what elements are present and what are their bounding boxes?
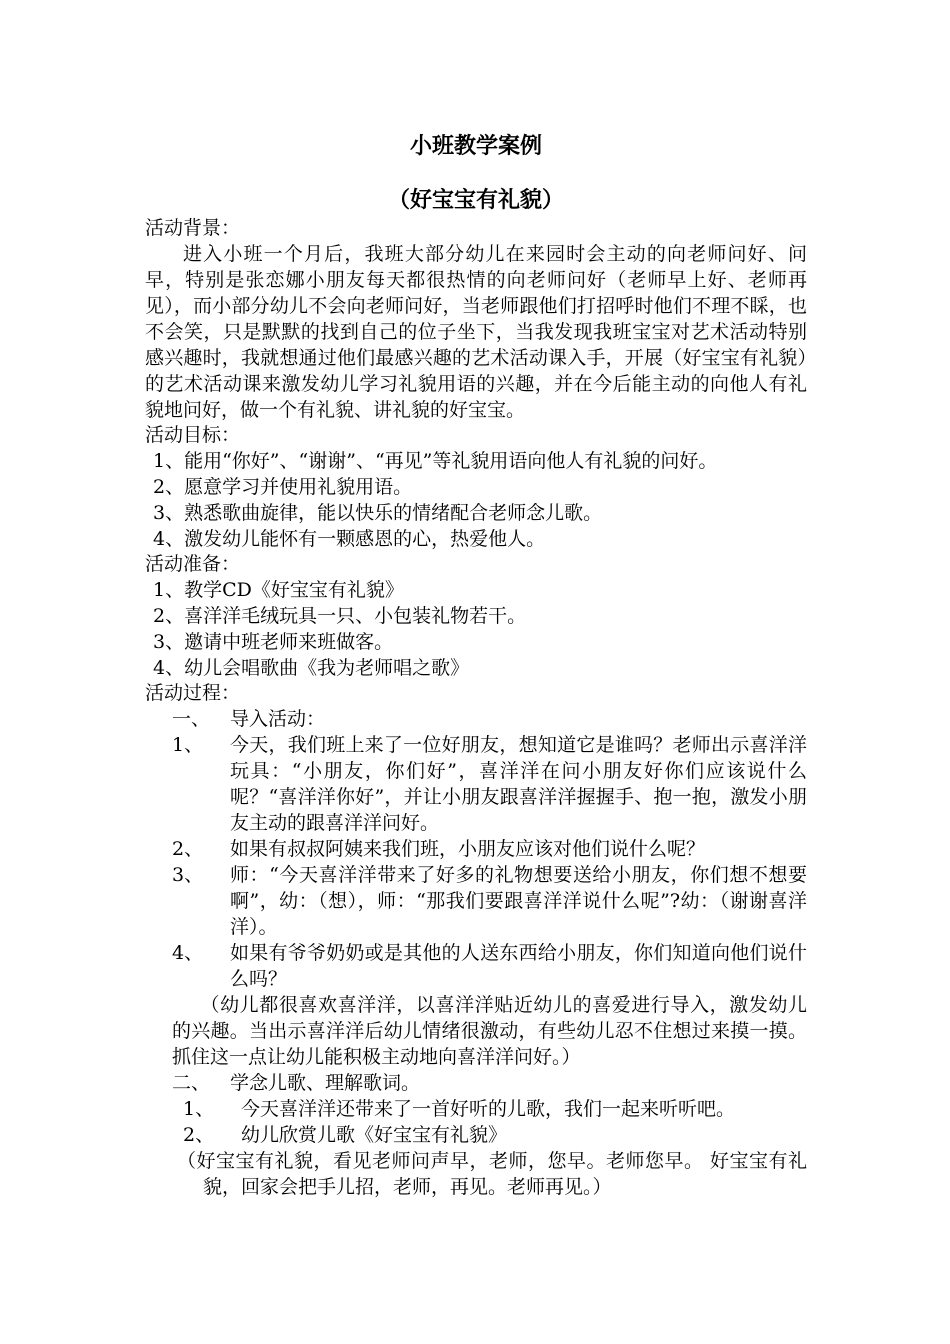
goal-item: 3、熟悉歌曲旋律，能以快乐的情绪配合老师念儿歌。 [153, 502, 603, 524]
section-1-note: （幼儿都很喜欢喜洋洋，以喜洋洋贴近幼儿的喜爱进行导入，激发幼儿的兴趣。当出示喜洋洋后幼儿情绪很激动，有些幼儿忍不住想过来摸一摸。抓住这一点让幼儿能积极主动地向喜洋洋问好。） [172, 994, 807, 1068]
step-number: 1、 [172, 734, 204, 756]
prep-item: 1、教学CD《好宝宝有礼貌》 [153, 579, 404, 601]
section-1-step [145, 836, 807, 862]
step-number: 2、 [183, 1124, 215, 1146]
section-1-step [145, 732, 807, 836]
goal-item: 1、能用“你好”、“谢谢”、“再见”等礼貌用语向他人有礼貌的问好。 [153, 450, 718, 472]
background-text: 进入小班一个月后，我班大部分幼儿在来园时会主动的向老师问好、问早，特别是张恋娜小朋友每天都很热情的向老师问好（老师早上好、老师再见），而小部分幼儿不会向老师问好，当老师跟他们打招呼时他们不理不睬，也不会笑，只是默默的找到自己的位子坐下，当我发现我班宝宝对艺术活动特别感兴趣时，我就想通过他们最感兴趣的艺术活动课入手，开展（好宝宝有礼貌）的艺术活动课来激发幼儿学习礼貌用语的兴趣，并在今后能主动的向他人有礼貌地问好，做一个有礼貌、讲礼貌的好宝宝。 [145, 243, 807, 421]
step-number: 1、 [183, 1098, 215, 1120]
section-2-step [145, 1122, 807, 1148]
goal-item: 2、愿意学习并使用礼貌用语。 [153, 476, 413, 498]
step-text: 如果有爷爷奶奶或是其他的人送东西给小朋友，你们知道向他们说什么吗？ [230, 942, 807, 990]
step-number: 2、 [172, 838, 204, 860]
section-1-heading [145, 706, 807, 732]
step-text: 今天喜洋洋还带来了一首好听的儿歌，我们一起来听听吧。 [241, 1098, 736, 1120]
nursery-rhyme: （好宝宝有礼貌，看见老师问声早，老师，您早。老师您早。 好宝宝有礼貌，回家会把手儿招，老师，再见。老师再见。） [177, 1150, 807, 1198]
section-title: 导入活动： [230, 708, 326, 730]
section-2-step [145, 1096, 807, 1122]
doc-subtitle: （好宝宝有礼貌） [387, 188, 564, 213]
step-text: 幼儿欣赏儿歌《好宝宝有礼貌》 [241, 1124, 508, 1146]
section-number: 一、 [172, 708, 211, 730]
prep-heading: 活动准备： [145, 553, 241, 575]
step-number: 4、 [172, 942, 204, 964]
section-2-heading [145, 1070, 807, 1096]
step-text: 今天，我们班上来了一位好朋友，想知道它是谁吗？老师出示喜洋洋玩具：“小朋友，你们好”，喜洋洋在问小朋友好你们应该说什么呢？“喜洋洋你好”，并让小朋友跟喜洋洋握握手、抱一抱，激发小朋友主动的跟喜洋洋问好。 [230, 734, 807, 834]
prep-item: 3、邀请中班老师来班做客。 [153, 631, 394, 653]
section-1-step [145, 862, 807, 940]
section-title: 学念儿歌、理解歌词。 [230, 1072, 421, 1094]
background-heading: 活动背景： [145, 217, 241, 239]
section-number: 二、 [172, 1072, 211, 1094]
goals-heading: 活动目标： [145, 424, 241, 446]
step-text: 如果有叔叔阿姨来我们班，小朋友应该对他们说什么呢？ [230, 838, 706, 860]
document-content [145, 132, 807, 1200]
section-1-step [145, 940, 807, 992]
doc-title: 小班教学案例 [409, 134, 542, 159]
step-text: 师：“今天喜洋洋带来了好多的礼物想要送给小朋友，你们想不想要啊”，幼：（想），师：“那我们要跟喜洋洋说什么呢”?幼：（谢谢喜洋洋）。 [230, 864, 807, 938]
prep-item: 4、幼儿会唱歌曲《我为老师唱之歌》 [153, 657, 470, 679]
process-heading: 活动过程： [145, 682, 241, 704]
step-number: 3、 [172, 864, 204, 886]
goal-item: 4、激发幼儿能怀有一颗感恩的心，热爱他人。 [153, 528, 546, 550]
prep-item: 2、喜洋洋毛绒玩具一只、小包装礼物若干。 [153, 605, 527, 627]
